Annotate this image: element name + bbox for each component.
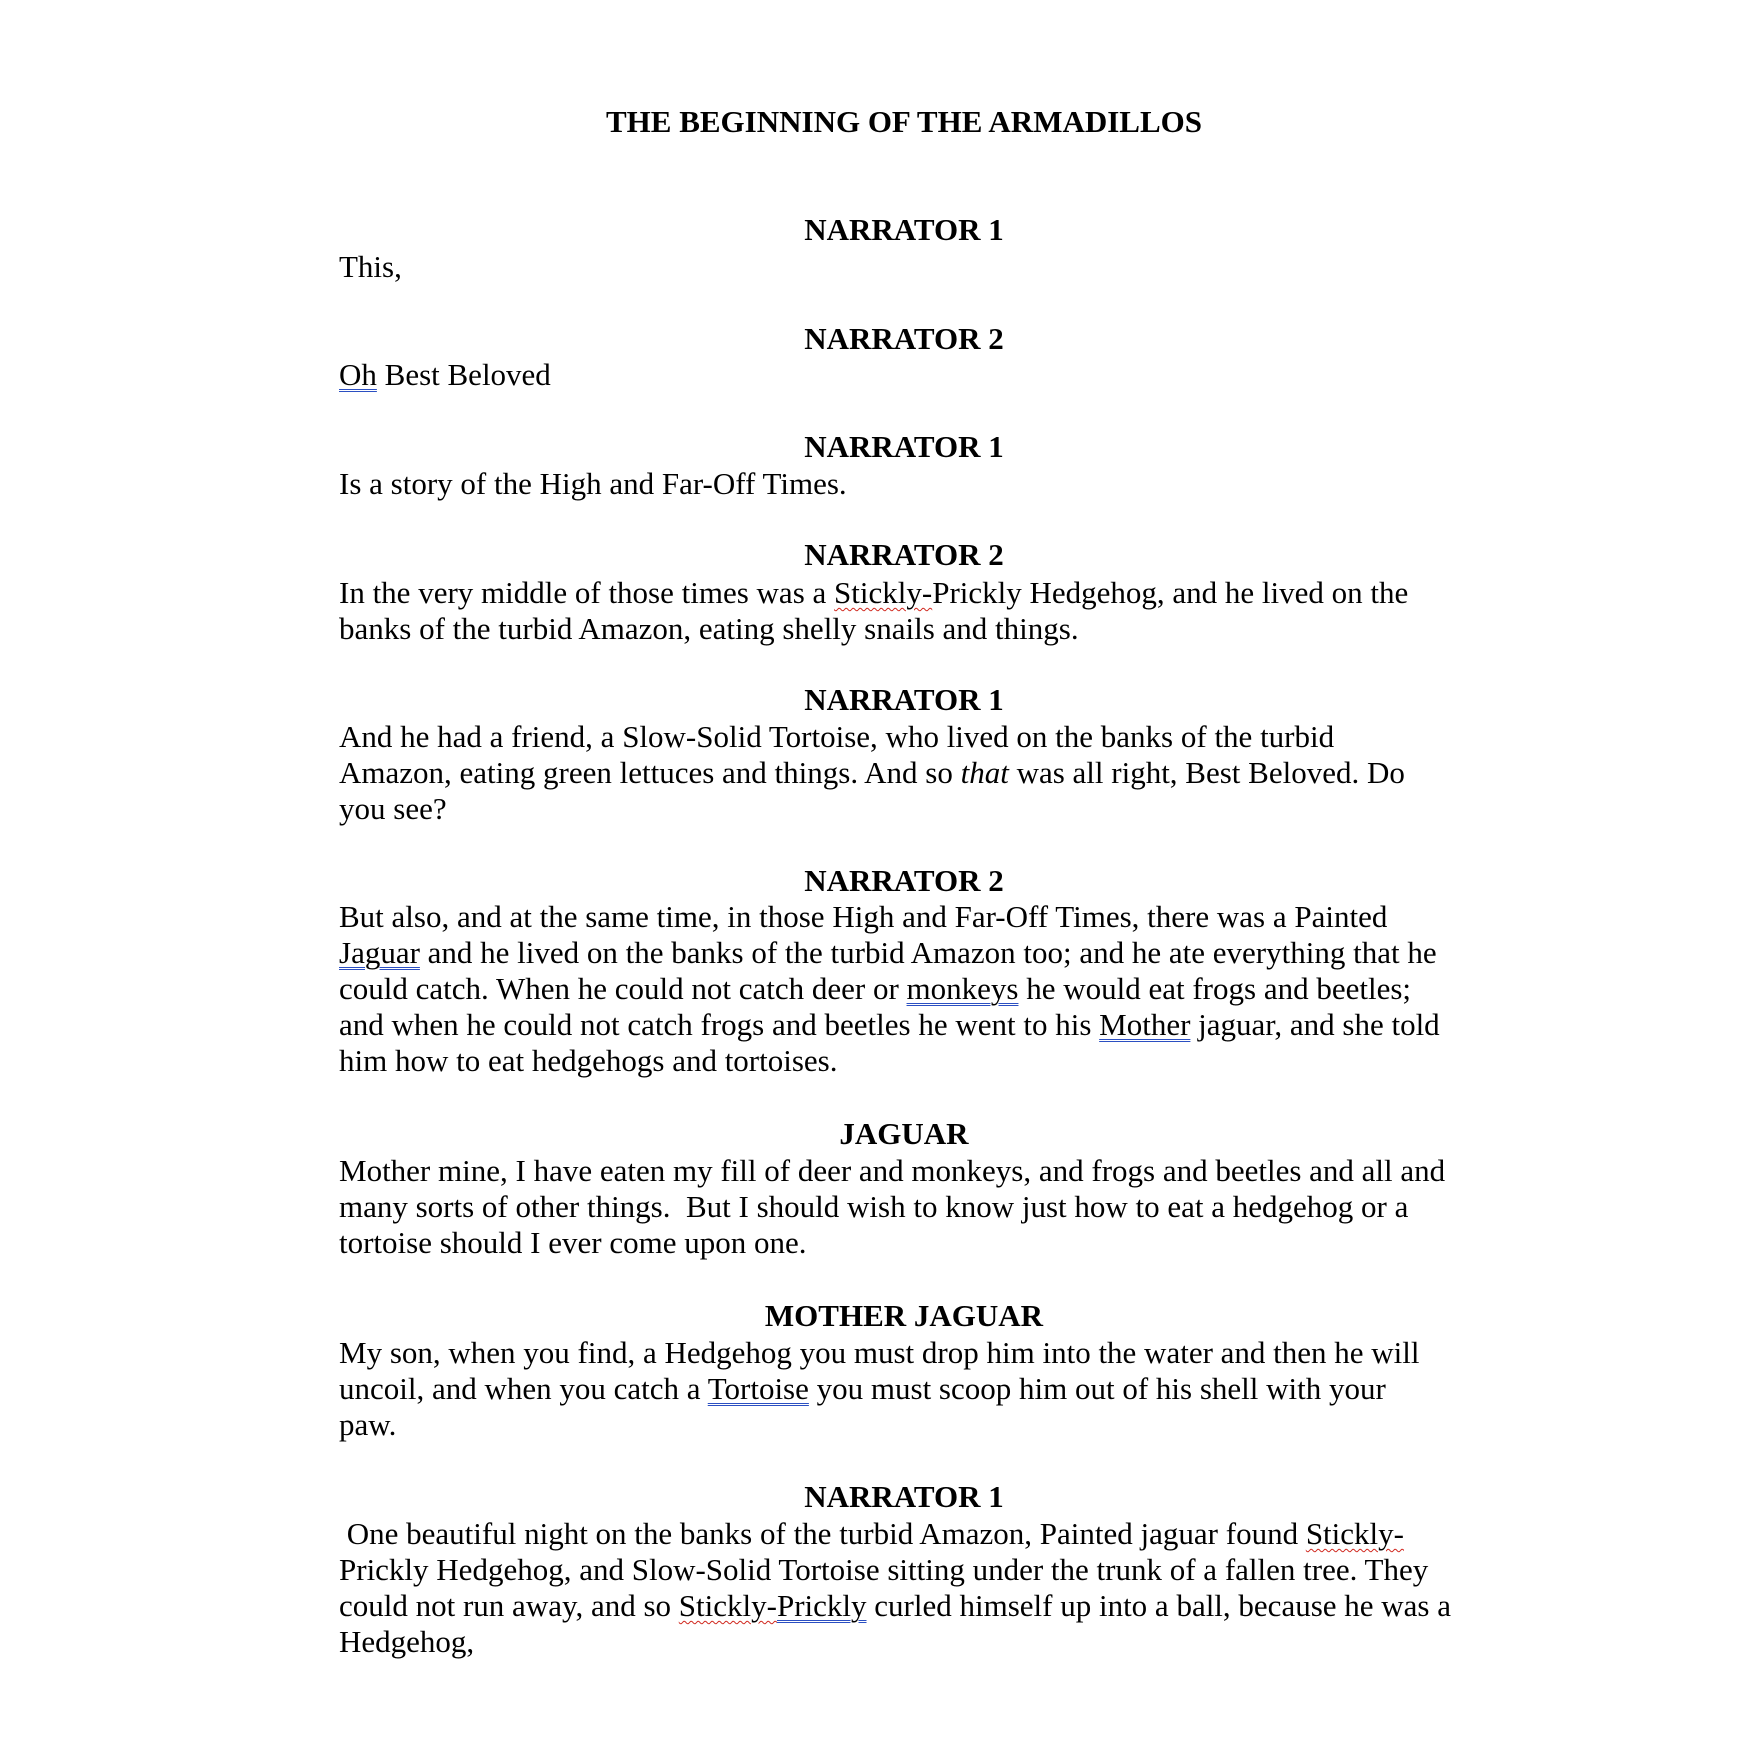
spelling-flagged-word[interactable]: Stickly-	[678, 1588, 777, 1623]
dialogue-line: uncoil, and when you catch a Tortoise you must scoop him out of his shell with your	[339, 1371, 1386, 1406]
speaker-heading: NARRATOR 1	[804, 1479, 1004, 1514]
dialogue-line: Jaguar and he lived on the banks of the turbid Amazon too; and he ate everything that he	[339, 935, 1437, 970]
dialogue-line: This,	[339, 249, 402, 284]
dialogue-line: Prickly Hedgehog, and Slow-Solid Tortoise sitting under the trunk of a fallen tree. They	[339, 1552, 1429, 1587]
grammar-flagged-word[interactable]: Tortoise	[707, 1371, 809, 1406]
speaker-heading: NARRATOR 1	[804, 212, 1004, 247]
dialogue-line: you see?	[339, 791, 447, 826]
dialogue-line: Amazon, eating green lettuces and things. And so that was all right, Best Beloved. Do	[339, 755, 1405, 790]
grammar-flagged-word[interactable]: Jaguar	[339, 935, 420, 970]
speaker-heading: NARRATOR 2	[804, 537, 1004, 572]
speaker-heading: NARRATOR 1	[804, 682, 1004, 717]
dialogue-line: And he had a friend, a Slow-Solid Tortoise, who lived on the banks of the turbid	[339, 719, 1335, 754]
speaker-heading: NARRATOR 1	[804, 429, 1004, 464]
dialogue-line: could not run away, and so Stickly-Prickly curled himself up into a ball, because he was a	[339, 1588, 1452, 1623]
speaker-heading: MOTHER JAGUAR	[764, 1298, 1044, 1333]
spelling-flagged-word[interactable]: Stickly-	[1305, 1516, 1404, 1551]
speaker-heading: NARRATOR 2	[804, 321, 1004, 356]
emphasis-text: that	[960, 755, 1009, 790]
dialogue-line: Mother mine, I have eaten my fill of deer and monkeys, and frogs and beetles and all and	[339, 1153, 1446, 1188]
document-title: THE BEGINNING OF THE ARMADILLOS	[605, 104, 1202, 139]
dialogue-line: Oh Best Beloved	[339, 357, 551, 392]
speaker-heading: JAGUAR	[839, 1116, 969, 1151]
dialogue-line: Hedgehog,	[339, 1624, 475, 1659]
dialogue-line: In the very middle of those times was a Stickly-Prickly Hedgehog, and he lived on the	[339, 575, 1409, 610]
speaker-heading: NARRATOR 2	[804, 863, 1004, 898]
dialogue-line: banks of the turbid Amazon, eating shelly snails and things.	[339, 611, 1079, 646]
dialogue-line: many sorts of other things. But I should wish to know just how to eat a hedgehog or a	[339, 1189, 1409, 1224]
grammar-flagged-word[interactable]: Mother	[1099, 1007, 1191, 1042]
dialogue-line: and when he could not catch frogs and beetles he went to his Mother jaguar, and she told	[339, 1007, 1440, 1042]
dialogue-line: him how to eat hedgehogs and tortoises.	[339, 1043, 838, 1078]
dialogue-line: But also, and at the same time, in those High and Far-Off Times, there was a Painted	[339, 899, 1388, 934]
grammar-flagged-word[interactable]: Oh	[339, 357, 377, 392]
dialogue-line: paw.	[339, 1407, 397, 1442]
dialogue-line: My son, when you find, a Hedgehog you must drop him into the water and then he will	[339, 1335, 1420, 1370]
spelling-flagged-word[interactable]: Stickly-	[834, 575, 933, 610]
dialogue-line: Is a story of the High and Far-Off Times.	[339, 466, 847, 501]
grammar-flagged-word[interactable]: Prickly	[776, 1588, 867, 1623]
dialogue-line: tortoise should I ever come upon one.	[339, 1225, 807, 1260]
dialogue-line: could catch. When he could not catch deer or monkeys he would eat frogs and beetles;	[339, 971, 1412, 1006]
dialogue-line: One beautiful night on the banks of the turbid Amazon, Painted jaguar found Stickly-	[339, 1516, 1404, 1551]
grammar-flagged-word[interactable]: monkeys	[906, 971, 1019, 1006]
